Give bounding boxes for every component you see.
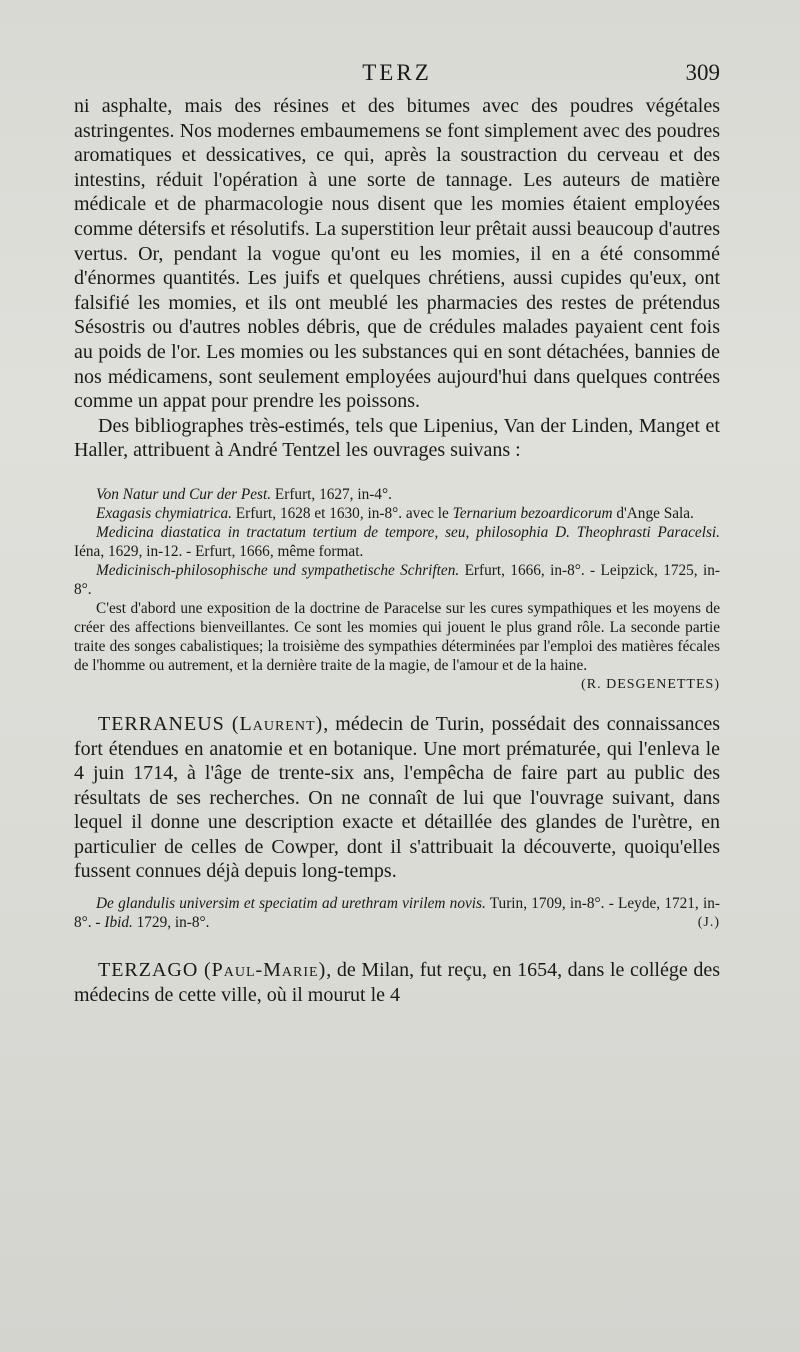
bib-entry	[74, 561, 720, 599]
entry-text: , médecin de Turin, possédait des connaissances fort étendues en anatomie et en botanique. Une mort prématurée, qui l'enleva le 4 juin 1714, à l'âge de trente-six ans, l'empêcha de faire part au public des résultats de ses recherches. On ne connaît de lui que l'ouvrage suivant, dans lequel il donne une description exacte et détaillée des glandes de l'urètre, en particulier de celles de Cowper, dont il s'attribuait la découverte, quoiqu'elles fussent connues déjà depuis long-temps.	[74, 712, 721, 883]
bib-entry	[74, 485, 720, 504]
tentzel-note	[74, 599, 720, 692]
bib-details: Iéna, 1629, in-12. - Erfurt, 1666, même format.	[74, 542, 364, 560]
bib-title: Exagasis chymiatrica.	[96, 504, 232, 522]
entry-given-name: (Paul-Marie)	[203, 959, 327, 982]
bib-details: Erfurt, 1666, in-8°. - Leipzick, 1725, in-8°.	[74, 561, 720, 598]
tentzel-bibliography	[74, 485, 720, 694]
bib-entry	[74, 894, 720, 932]
bib-details: 1729, in-8°.	[132, 914, 210, 932]
bib-entry	[74, 504, 720, 523]
entry-headword: TERRANEUS	[98, 712, 225, 735]
author-signature: (J.)	[697, 915, 720, 931]
bib-title: Von Natur und Cur der Pest.	[96, 485, 272, 503]
entry-terraneus	[74, 712, 720, 884]
bib-details: d'Ange Sala.	[612, 504, 694, 522]
note-text: C'est d'abord une exposition de la doctrine de Paracelse sur les cures sympathiques et les moyens de créer des affections bienveillantes. Ce sont les momies qui jouent le plus grand rôle. La seconde partie traite des songes cabalistiques; la troisième des sympathies déterminées par l'emploi des matières fécales de l'homme ou autrement, et la dernière traite de la magie, de l'amour et de la haine.	[74, 599, 720, 674]
continuation-paragraph: ni asphalte, mais des résines et des bitumes avec des poudres végétales astringentes. Nos modernes embaumemens se font simplement avec des poudres aromatiques et dessicatives, ce qui, après la soustraction du cerveau et des intestins, réduit l'opération à une sorte de tannage. Les auteurs de matière médicale et de pharmacologie nous disent que les momies étaient employées comme détersifs et résolutifs. La superstition leur prêtait aussi beaucoup d'autres vertus. Or, pendant la vogue qu'ont eu les momies, il en a été consommé d'énormes quantités. Les juifs et quelques chrétiens, aussi cupides qu'eux, ont falsifié les momies, et ils ont meublé les pharmacies des restes de prétendus Sésostris ou d'autres nobles débris, que de crédules malades payaient cent fois au poids de l'or. Les momies ou les substances qui en sont détachées, bannies de nos médicamens, sont seulement employées aujourd'hui dans quelques contrées comme un appat pour prendre les poissons.	[74, 95, 720, 413]
body-text	[74, 94, 720, 1007]
page-number: 309	[685, 60, 720, 85]
entry-headword: TERZAGO	[98, 959, 199, 982]
page-header	[74, 60, 720, 94]
running-head: TERZ	[362, 60, 432, 85]
entry-text: , de Milan, fut reçu, en 1654, dans le collége des médecins de cette ville, où il mourut le 4	[74, 959, 721, 1006]
bib-title: Medicinisch-philosophische und sympathetische Schriften.	[96, 561, 460, 579]
bib-title: De glandulis universim et speciatim ad urethram virilem novis.	[96, 895, 486, 913]
bib-entry	[74, 523, 720, 561]
bib-details: Turin, 1709, in-8°. - Leyde, 1721, in-8°. -	[74, 895, 720, 932]
bibliography-intro: Des bibliographes très-estimés, tels que Lipenius, Van der Linden, Manget et Haller, attribuent à André Tentzel les ouvrages suivans :	[74, 414, 720, 462]
bib-ibid: Ibid.	[104, 914, 133, 932]
entry-terzago	[74, 958, 720, 1007]
bib-details: Erfurt, 1628 et 1630, in-8°. avec le	[231, 504, 453, 522]
bib-title: Ternarium bezoardicorum	[452, 504, 613, 522]
author-signature: (R. DESGENETTES)	[581, 676, 720, 692]
bib-details: Erfurt, 1627, in-4°.	[271, 485, 392, 503]
bib-title: Medicina diastatica in tractatum tertium de tempore, seu, philosophia D. Theophrasti Paracelsi.	[96, 523, 720, 541]
entry-given-name: (Laurent)	[231, 712, 324, 735]
